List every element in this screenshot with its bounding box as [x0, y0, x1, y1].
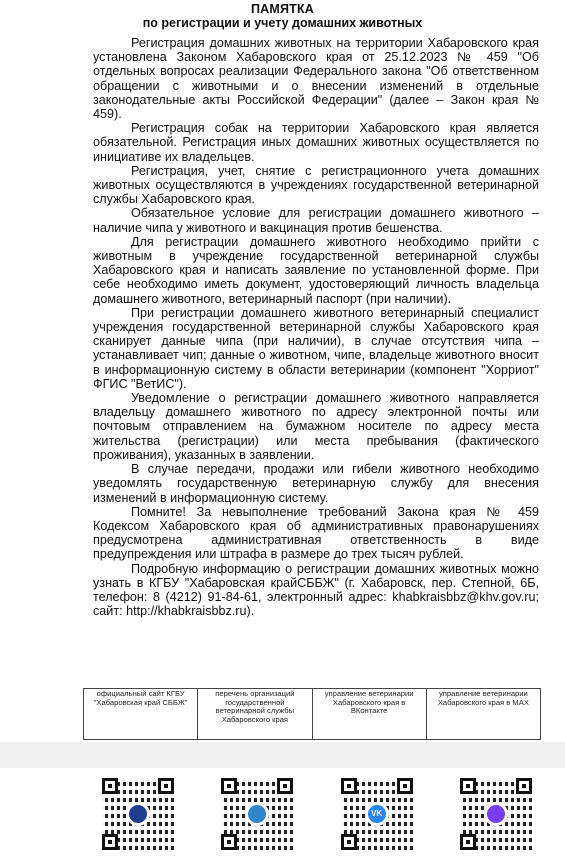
qr-finder — [460, 778, 476, 794]
qr-finder — [158, 778, 174, 794]
page-subtitle: по регистрации и учету домашних животных — [142, 16, 423, 30]
qr-finder — [516, 778, 532, 794]
qr-code-vet-organizations[interactable] — [221, 778, 293, 850]
qr-finder — [341, 778, 357, 794]
qr-finder — [460, 834, 476, 850]
paragraph: Для регистрации домашнего животного необходимо прийти с животным в учреждение государственной ветеринарной службы Хабаровского края и написать заявление по установленной форме. При себе необходимо иметь документ, удостоверяющий личность владельца домашнего животного, ветеринарный паспорт (при наличии). — [93, 234, 539, 306]
qr-code-row — [88, 768, 546, 857]
page-title: ПАМЯТКА — [250, 2, 315, 16]
sbbzh-logo-icon — [126, 802, 150, 826]
paragraph: При регистрации домашнего животного ветеринарный специалист учреждения государственной ветеринарной службы Хабаровского края сканирует данные чипа (при наличии), в случае отсутствия чипа – устанавливает чип; данные о животном, чипе, владельце животного вносит в информационную систему в области ветеринарии (компонент "Хорриот" ФГИС "ВетИС"). — [93, 305, 539, 391]
paragraph: Регистрация собак на территории Хабаровского края является обязательной. Регистрация иных домашних животных осуществляется по инициативе их владельцев. — [93, 121, 539, 164]
paragraph: Подробную информацию о регистрации домашних животных можно узнать в КГБУ "Хабаровская крайСББЖ" (г. Хабаровск, пер. Степной, 6Б, телефон: 8 (4212) 91-84-61, электронный адрес: khabkraisbbz@khv.gov.ru; сайт: http://khabkraisbbz.ru). — [93, 561, 539, 619]
paragraph: Помните! За невыполнение требований Закона края № 459 Кодексом Хабаровского края об административных правонарушениях предусмотрена административная ответственность в виде предупреждения или штрафа в размере до трех тысяч рублей. — [93, 504, 539, 562]
max-icon — [484, 802, 508, 826]
qr-code-max[interactable] — [460, 778, 532, 850]
qr-cell — [88, 768, 188, 857]
qr-cell — [207, 768, 307, 857]
qr-finder — [277, 778, 293, 794]
paragraph: Регистрация, учет, снятие с регистрационного учета домашних животных осуществляются в учреждениях государственной ветеринарной службы Хабаровского края. — [93, 163, 539, 207]
qr-finder — [102, 778, 118, 794]
region-emblem-icon — [245, 802, 269, 826]
header — [0, 0, 565, 30]
link-caption-vet-organizations: перечень организаций государственной ветеринарной службы Хабаровского края — [198, 689, 312, 740]
paragraph: Обязательное условие для регистрации домашнего животного – наличие чипа у животного и вакцинация против бешенства. — [93, 206, 539, 235]
vk-icon: VK — [365, 802, 389, 826]
paragraph: В случае передачи, продажи или гибели животного необходимо уведомлять государственную ветеринарную службу для внесения изменений в информационную систему. — [93, 462, 539, 505]
qr-code-official-site[interactable] — [102, 778, 174, 850]
qr-cell — [446, 768, 546, 857]
qr-finder — [397, 778, 413, 794]
document-body — [93, 36, 539, 618]
qr-code-vkontakte[interactable] — [341, 778, 413, 850]
qr-finder — [102, 834, 118, 850]
qr-cell — [327, 768, 427, 857]
link-caption-vkontakte: управление ветеринарии Хабаровского края в ВКонтакте — [312, 689, 426, 740]
qr-finder — [341, 834, 357, 850]
table-row — [84, 689, 541, 740]
links-table — [83, 688, 541, 740]
qr-finder — [221, 778, 237, 794]
paragraph: Регистрация домашних животных на территории Хабаровского края установлена Законом Хабаровского края от 25.12.2023 № 459 "Об отдельных вопросах реализации Федерального закона "Об ответственном обращении с животными и о внесении изменений в отдельные законодательные акты Российской Федерации" (далее – Закон края № 459). — [93, 36, 539, 122]
qr-finder — [221, 834, 237, 850]
paragraph: Уведомление о регистрации домашнего животного направляется владельцу домашнего животного по адресу электронной почты или почтовым отправлением на бумажном носителе по адресу места жительства (регистрации) или места пребывания (фактического проживания), указанных в заявлении. — [93, 391, 539, 462]
link-caption-official-site: официальный сайт КГБУ "Хабаровская край СББЖ" — [84, 689, 198, 740]
page-gap — [0, 742, 565, 768]
link-caption-max: управление ветеринарии Хабаровского края в MAX — [426, 689, 540, 740]
